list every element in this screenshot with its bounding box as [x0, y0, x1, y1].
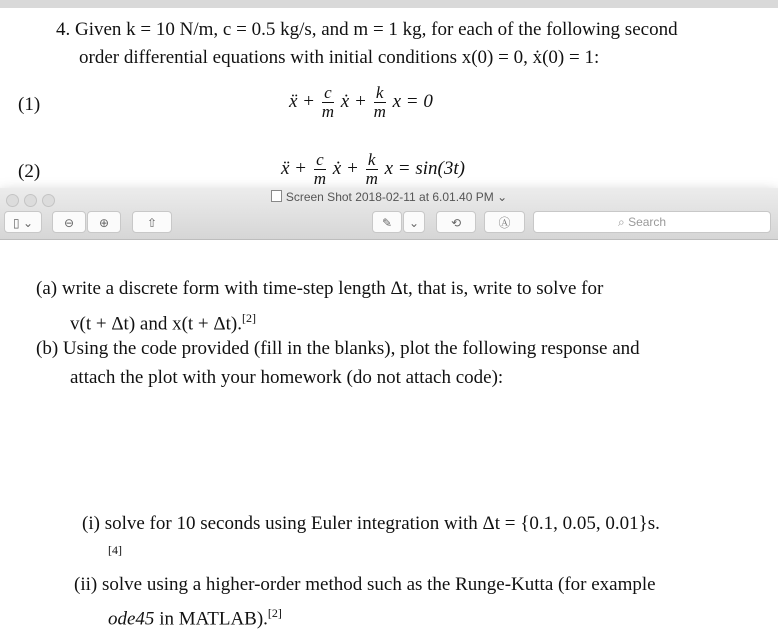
subpart-ii-line-1 — [74, 573, 656, 597]
annotate-icon: Ⓐ — [498, 216, 511, 230]
eq2-term-2: ẋ + — [332, 157, 359, 179]
rotate-icon: ⟲ — [450, 216, 462, 230]
equation-1 — [289, 84, 433, 121]
chevron-down-icon: ⌄ — [408, 216, 420, 230]
part-a-text-2: v(t + Δt) and x(t + Δt). — [70, 313, 242, 335]
share-button[interactable] — [132, 211, 172, 233]
part-a-text: write a discrete form with time-step length Δt, that is, write to solve for — [61, 278, 604, 299]
preview-window — [0, 188, 778, 493]
part-a-mark: [2] — [241, 311, 256, 325]
subpart-ii-code: ode45 — [108, 608, 155, 630]
pen-icon: ✎ — [381, 216, 393, 230]
part-a-line-2 — [70, 306, 256, 336]
search-field[interactable] — [533, 211, 771, 233]
part-b-line-1 — [36, 337, 640, 361]
document-top — [0, 8, 778, 188]
eq2-term-1: ẍ + — [281, 157, 308, 179]
eq2-frac1-den: m — [313, 169, 327, 188]
window-titlebar[interactable] — [0, 188, 778, 240]
eq1-frac-c-m — [322, 84, 334, 121]
part-b-line-2: attach the plot with your homework (do not attach code): — [70, 367, 504, 388]
subpart-i-line-1 — [82, 512, 660, 536]
eq2-term-3: x = sin(3t) — [384, 157, 465, 179]
zoom-out-button[interactable] — [52, 211, 86, 233]
equation-1-label: (1) — [18, 94, 41, 115]
subpart-ii-line-2 — [108, 601, 282, 631]
title-chevron-icon: ⌄ — [497, 190, 508, 204]
eq1-term-2: ẋ + — [340, 90, 367, 112]
eq2-frac2-num: k — [366, 151, 378, 170]
document-icon — [271, 190, 282, 202]
top-strip — [0, 0, 778, 8]
zoom-out-icon: ⊖ — [63, 216, 75, 230]
sidebar-toggle-button[interactable] — [4, 211, 42, 233]
problem-intro: Given k = 10 N/m, c = 0.5 kg/s, and m = 1 kg, for each of the following second — [75, 19, 678, 40]
zoom-in-button[interactable] — [87, 211, 121, 233]
sidebar-icon: ▯ — [12, 216, 20, 230]
equation-2 — [281, 151, 465, 188]
preview-content — [0, 240, 778, 493]
part-a-label: (a) — [36, 278, 58, 299]
problem-number: 4. — [56, 19, 71, 40]
rotate-button[interactable] — [436, 211, 476, 233]
eq1-term-1: ẍ + — [289, 90, 316, 112]
markup-button[interactable] — [372, 211, 402, 233]
chevron-down-icon: ⌄ — [22, 216, 33, 230]
eq1-term-3: x = 0 — [392, 90, 433, 112]
subpart-ii-label: (ii) — [74, 574, 98, 595]
eq2-frac2-den: m — [365, 169, 378, 188]
search-placeholder-text: Search — [628, 215, 667, 229]
part-b-text: Using the code provided (fill in the blanks), plot the following response and — [62, 338, 640, 359]
zoom-in-icon: ⊕ — [98, 216, 110, 230]
eq2-frac1-num: c — [314, 151, 326, 170]
document-bottom — [0, 493, 778, 633]
subpart-i-text: solve for 10 seconds using Euler integration with Δt = {0.1, 0.05, 0.01}s. — [104, 513, 660, 534]
subpart-ii-text: solve using a higher-order method such as the Runge-Kutta (for example — [101, 574, 656, 595]
eq1-frac2-den: m — [373, 102, 386, 121]
subpart-ii-text-2: in MATLAB). — [154, 608, 268, 630]
eq1-frac2-num: k — [374, 84, 386, 103]
subpart-ii-mark: [2] — [267, 606, 282, 620]
window-title[interactable] — [0, 190, 778, 204]
eq2-frac-c-m — [314, 151, 326, 188]
problem-line-2: order differential equations with initial conditions x(0) = 0, ẋ(0) = 1: — [79, 47, 600, 68]
markup-menu-button[interactable] — [403, 211, 425, 233]
share-icon: ⇧ — [146, 216, 158, 230]
annotate-button[interactable] — [484, 211, 525, 233]
eq1-frac1-den: m — [321, 102, 335, 121]
equation-2-label: (2) — [18, 161, 41, 182]
window-title-text: Screen Shot 2018-02-11 at 6.01.40 PM — [285, 190, 494, 204]
problem-line-1 — [56, 18, 678, 42]
eq1-frac-k-m — [374, 84, 386, 121]
subpart-i-label: (i) — [82, 513, 100, 534]
part-b-label: (b) — [36, 338, 59, 359]
search-placeholder: ⌕ Search — [618, 215, 667, 229]
subpart-i-mark: [4] — [108, 543, 122, 557]
eq2-frac-k-m — [366, 151, 378, 188]
part-a-line-1 — [36, 277, 603, 301]
eq1-frac1-num: c — [322, 84, 334, 103]
